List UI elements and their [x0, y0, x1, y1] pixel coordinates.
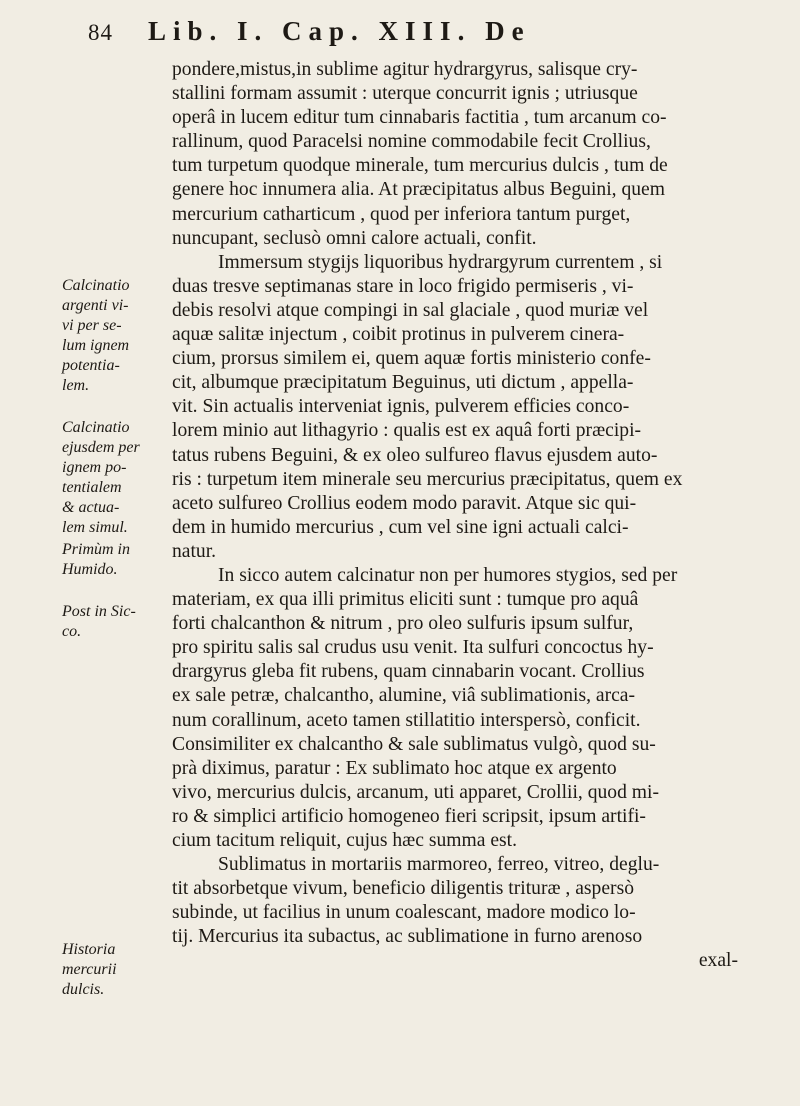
margin-note-line: Calcinatio: [62, 277, 130, 294]
text-line: rallinum, quod Paracelsi nomine commodabile fecit Crollius,: [172, 131, 651, 153]
body-text: [172, 58, 758, 974]
margin-note-line: dulcis.: [62, 981, 105, 998]
page-number: 84: [88, 20, 113, 45]
margin-note-calcinatio-ignem-potentialem: [62, 276, 166, 396]
margin-note-line: ignem po-: [62, 459, 127, 476]
text-line: subinde, ut facilius in unum coalescant, madore modico lo-: [172, 902, 636, 924]
text-line: pondere,mistus,in sublime agitur hydrargyrus, salisque cry-: [172, 59, 638, 80]
text-line: duas tresve septimanas stare in loco frigido permiseris , vi-: [172, 275, 634, 297]
text-line: tij. Mercurius ita subactus, ac sublimatione in furno arenoso: [172, 926, 643, 948]
margin-note-line: Post in Sic-: [62, 603, 136, 620]
text-line: num corallinum, aceto tamen stillatitio interspersò, conficit.: [172, 709, 641, 731]
text-line: genere hoc innumera alia. At præcipitatus albus Beguini, quem: [172, 179, 665, 201]
text-line: cium tacitum reliquit, cujus hæc summa est.: [172, 830, 518, 851]
text-line: In sicco autem calcinatur non per humores stygios, sed per: [218, 564, 678, 586]
text-line: aquæ salitæ injectum , coibit protinus in pulverem cinera-: [172, 324, 625, 346]
text-line: materiam, ex qua illi primitus eliciti sunt : tumque pro aquâ: [172, 589, 639, 611]
margin-note-primum-humido: [62, 540, 166, 580]
text-line: pro spiritu salis sal crudus usu venit. Ita sulfuri concoctus hy-: [172, 637, 654, 659]
margin-note-line: Primùm in: [62, 541, 130, 558]
text-line: tit absorbetque vivum, beneficio diligentis trituræ , aspersò: [172, 878, 634, 900]
margin-note-line: Historia: [62, 941, 116, 958]
text-line: cium, prorsus similem ei, quem aquæ fortis ministerio confe-: [172, 348, 651, 370]
text-line: mercurium catharticum , quod per inferiora tantum purget,: [172, 203, 631, 225]
margin-note-line: co.: [62, 623, 82, 640]
text-line: Sublimatus in mortariis marmoreo, ferreo, vitreo, deglu-: [218, 854, 660, 876]
margin-note-line: lem.: [62, 377, 90, 394]
catchword: exal-: [698, 950, 738, 972]
text-line: ex sale petræ, chalcantho, alumine, viâ sublimationis, arca-: [172, 685, 636, 707]
text-line: Consimiliter ex chalcantho & sale sublimatus vulgò, quod su-: [172, 733, 656, 755]
margin-note-line: mercurii: [62, 961, 117, 978]
margin-note-line: lem simul.: [62, 519, 128, 536]
text-line: prà diximus, paratur : Ex sublimato hoc atque ex argento: [172, 757, 617, 779]
text-line: stallini formam assumit : uterque concurrit ignis ; utriusque: [172, 83, 638, 105]
text-line: tatus rubens Beguini, & ex oleo sulfureo flavus ejusdem auto-: [172, 444, 658, 466]
text-line: drargyrus gleba fit rubens, quam cinnabarin vocant. Crollius: [172, 661, 645, 683]
text-line: aceto sulfureo Crollius eodem modo paravit. Atque sic qui-: [172, 492, 637, 514]
text-line: lorem minio aut lithagyrio : qualis est ex aquâ forti præcipi-: [172, 420, 642, 442]
margin-note-line: Humido.: [62, 561, 118, 578]
text-line: vit. Sin actualis interveniat ignis, pulverem efficies conco-: [172, 396, 630, 418]
margin-note-post-sicco: [62, 602, 166, 642]
page-header: [88, 16, 648, 60]
margin-note-line: ejusdem per: [62, 439, 140, 456]
running-head: Lib. I. Cap. XIII. De: [148, 16, 531, 46]
margin-note-line: potentia-: [62, 357, 120, 374]
margin-note-line: & actua-: [62, 499, 120, 516]
text-line: dem in humido mercurius , cum vel sine igni actuali calci-: [172, 516, 629, 538]
text-line: debis resolvi atque compingi in sal glaciale , quod muriæ vel: [172, 299, 649, 321]
margin-note-line: argenti vi-: [62, 297, 129, 314]
margin-note-historia-mercurii: [62, 940, 166, 1000]
text-line: vivo, mercurius dulcis, arcanum, uti apparet, Crollii, quod mi-: [172, 781, 660, 803]
margin-note-line: Calcinatio: [62, 419, 130, 436]
text-line: ris : turpetum item minerale seu mercurius præcipitatus, quem ex: [172, 468, 683, 490]
text-line: cit, albumque præcipitatum Beguinus, uti dictum , appella-: [172, 372, 634, 394]
text-line: Immersum stygijs liquoribus hydrargyrum currentem , si: [218, 251, 663, 273]
text-line: tum turpetum quodque minerale, tum mercurius dulcis , tum de: [172, 155, 668, 177]
margin-note-line: vi per se-: [62, 317, 122, 334]
text-line: nuncupant, seclusò omni calore actuali, confit.: [172, 227, 537, 249]
text-line: natur.: [172, 540, 217, 562]
margin-note-line: tentialem: [62, 479, 122, 496]
margin-note-line: lum ignem: [62, 337, 130, 354]
text-line: forti chalcanthon & nitrum , pro oleo sulfuris ipsum sulfur,: [172, 613, 634, 635]
margin-note-calcinatio-actualem: [62, 418, 166, 538]
text-line: ro & simplici artificio homogeneo fieri scripsit, ipsum artifi-: [172, 805, 646, 827]
text-line: operâ in lucem editur tum cinnabaris factitia , tum arcanum co-: [172, 107, 667, 129]
